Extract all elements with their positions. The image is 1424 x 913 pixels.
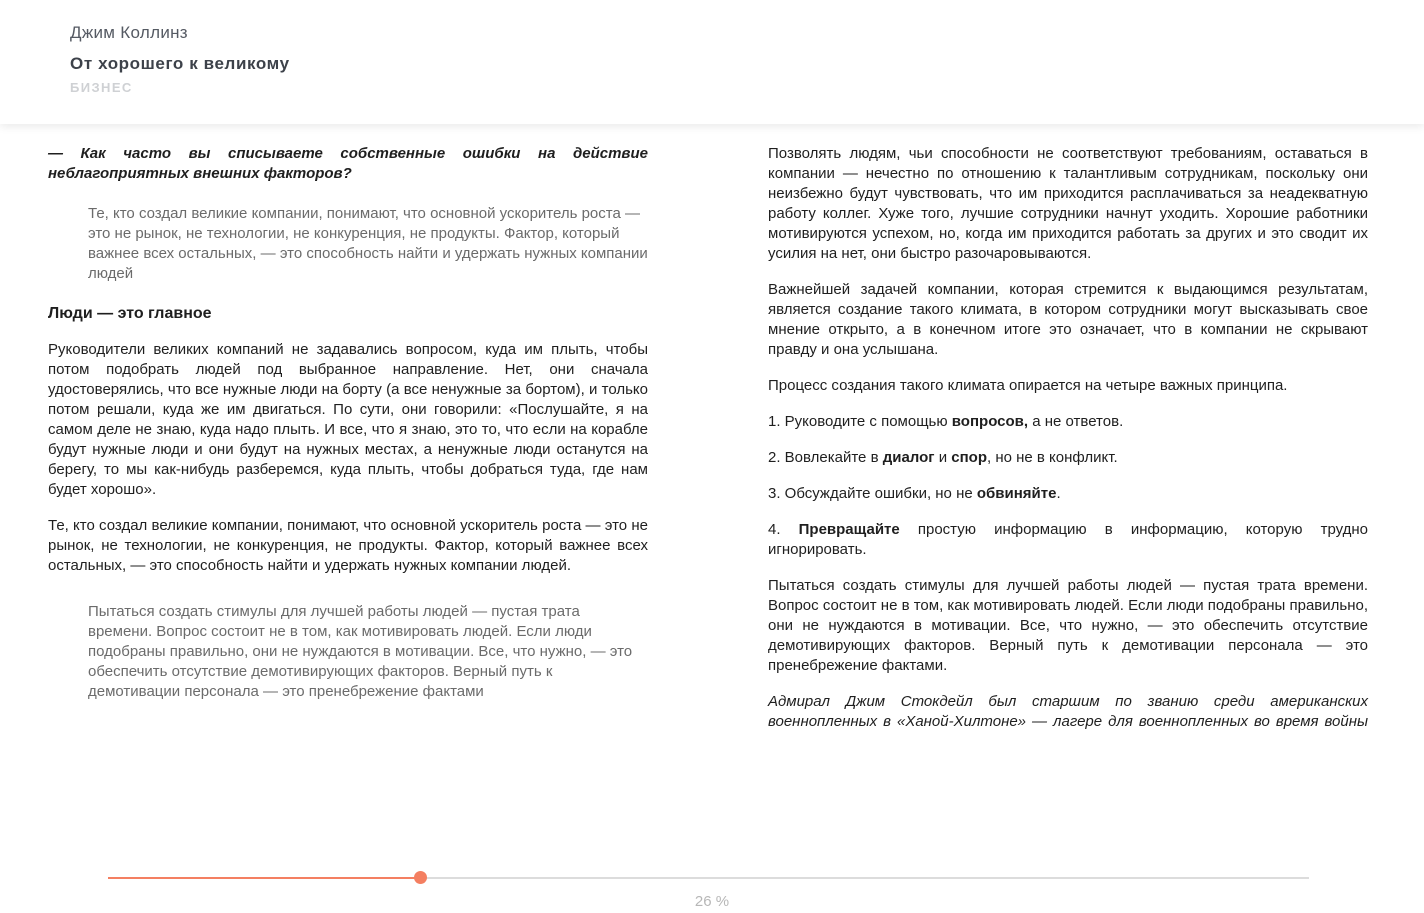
principle-item bbox=[768, 448, 1368, 468]
principle-text: 3. Обсуждайте ошибки, но не bbox=[768, 485, 977, 502]
principle-text: и bbox=[934, 449, 952, 466]
right-page bbox=[768, 144, 1368, 768]
principle-bold: обвиняйте bbox=[976, 485, 1057, 502]
left-page bbox=[48, 144, 648, 722]
reading-progress-slider[interactable] bbox=[108, 877, 1309, 879]
body-paragraph: Важнейшей задачей компании, которая стремится к выдающимся результатам, является создание такого климата, в котором сотрудники могут высказывать свое мнение открыто, а в конечном итоге это означает, что в компании не скрывают правду и она услышана. bbox=[768, 281, 1368, 358]
principle-bold: вопросов, bbox=[951, 413, 1029, 430]
question-paragraph: — Как часто вы списываете собственные ошибки на действие неблагоприятных внешних факторов? bbox=[48, 145, 648, 182]
body-paragraph: Позволять людям, чьи способности не соответствуют требованиям, оставаться в компании — нечестно по отношению к талантливым сотрудникам, поскольку они неизбежно будут чувствовать, что им приходится расплачиваться за неадекватную работу коллег. Хуже того, лучшие сотрудники начнут уходить. Хорошие работники мотивируются успехом, но, когда им приходится работать за других и это сводит их усилия на нет, они быстро разочаровываются. bbox=[768, 145, 1368, 262]
principle-item bbox=[768, 520, 1368, 560]
body-paragraph: Пытаться создать стимулы для лучшей работы людей — пустая трата времени. Вопрос состоит не в том, как мотивировать людей. Если люди подобраны правильно, они не нуждаются в мотивации. Все, что нужно, — это обеспечить отсутствие демотивирующих факторов. Верный путь к демотивации персонала — это пренебрежение фактами. bbox=[768, 577, 1368, 674]
principle-bold: спор bbox=[951, 449, 987, 466]
principle-text: . bbox=[1056, 485, 1061, 502]
quote-block: Пытаться создать стимулы для лучшей работы людей — пустая трата времени. Вопрос состоит не в том, как мотивировать людей. Если люди подобраны правильно, они не нуждаются в мотивации. Все, что нужно, — это обеспечить отсутствие демотивирующих факторов. Верный путь к демотивации персонала — это пренебрежение фактами bbox=[88, 603, 633, 700]
body-paragraph: Руководители великих компаний не задавались вопросом, куда им плыть, чтобы потом подобрать людей под выбранное направление. Нет, они сначала удостоверялись, что все нужные люди на борту (а все ненужные за бортом), и только потом решали, куда же им двигаться. По сути, они говорили: «Послушайте, я на самом деле не знаю, куда надо плыть. И все, что я знаю, это то, что если на корабле будут нужные люди и они будут на нужных местах, а ненужные люди останутся на берегу, то мы как-нибудь разберемся, куда плыть, чтобы добраться туда, где нам будет хорошо». bbox=[48, 341, 648, 498]
book-genre: БИЗНЕС bbox=[70, 80, 133, 95]
principle-text: 1. Руководите с помощью bbox=[768, 413, 952, 430]
principle-text: а не ответов. bbox=[1028, 413, 1124, 430]
quote-block: Те, кто создал великие компании, понимают, что основной ускоритель роста — это не рынок, не технологии, не конкуренция, не продукты. Фактор, который важнее всех остальных, — это способность найти и удержать нужных компании людей bbox=[88, 205, 648, 282]
reader-header bbox=[0, 0, 1424, 124]
progress-handle[interactable] bbox=[414, 871, 427, 884]
principle-bold: диалог bbox=[882, 449, 935, 466]
body-paragraph: Процесс создания такого климата опирается на четыре важных принципа. bbox=[768, 377, 1288, 394]
principle-item bbox=[768, 484, 1368, 504]
principle-item bbox=[768, 412, 1368, 432]
book-title[interactable]: От хорошего к великому bbox=[70, 54, 290, 73]
book-author[interactable]: Джим Коллинз bbox=[70, 23, 188, 42]
principle-text: простую информацию в информацию, которую трудно игнорировать. bbox=[768, 521, 1368, 558]
principle-text: , но не в конфликт. bbox=[987, 449, 1118, 466]
body-paragraph: Те, кто создал великие компании, понимают, что основной ускоритель роста — это не рынок, не технологии, не конкуренция, не продукты. Фактор, который важнее всех остальных, — это способность найти и удержать нужных компании людей. bbox=[48, 517, 648, 574]
principle-bold: Превращайте bbox=[798, 521, 900, 538]
principle-text: 4. bbox=[768, 521, 799, 538]
progress-fill bbox=[108, 877, 420, 879]
progress-percent: 26 % bbox=[694, 893, 730, 910]
italic-paragraph: Адмирал Джим Стокдейл был старшим по званию среди американских военнопленных в «Ханой-Хилтоне» — лагере для военнопленных во время войны bbox=[768, 693, 1368, 730]
section-heading: Люди — это главное bbox=[48, 305, 212, 322]
page-bottom-mask bbox=[0, 734, 1424, 854]
principle-text: 2. Вовлекайте в bbox=[768, 449, 883, 466]
